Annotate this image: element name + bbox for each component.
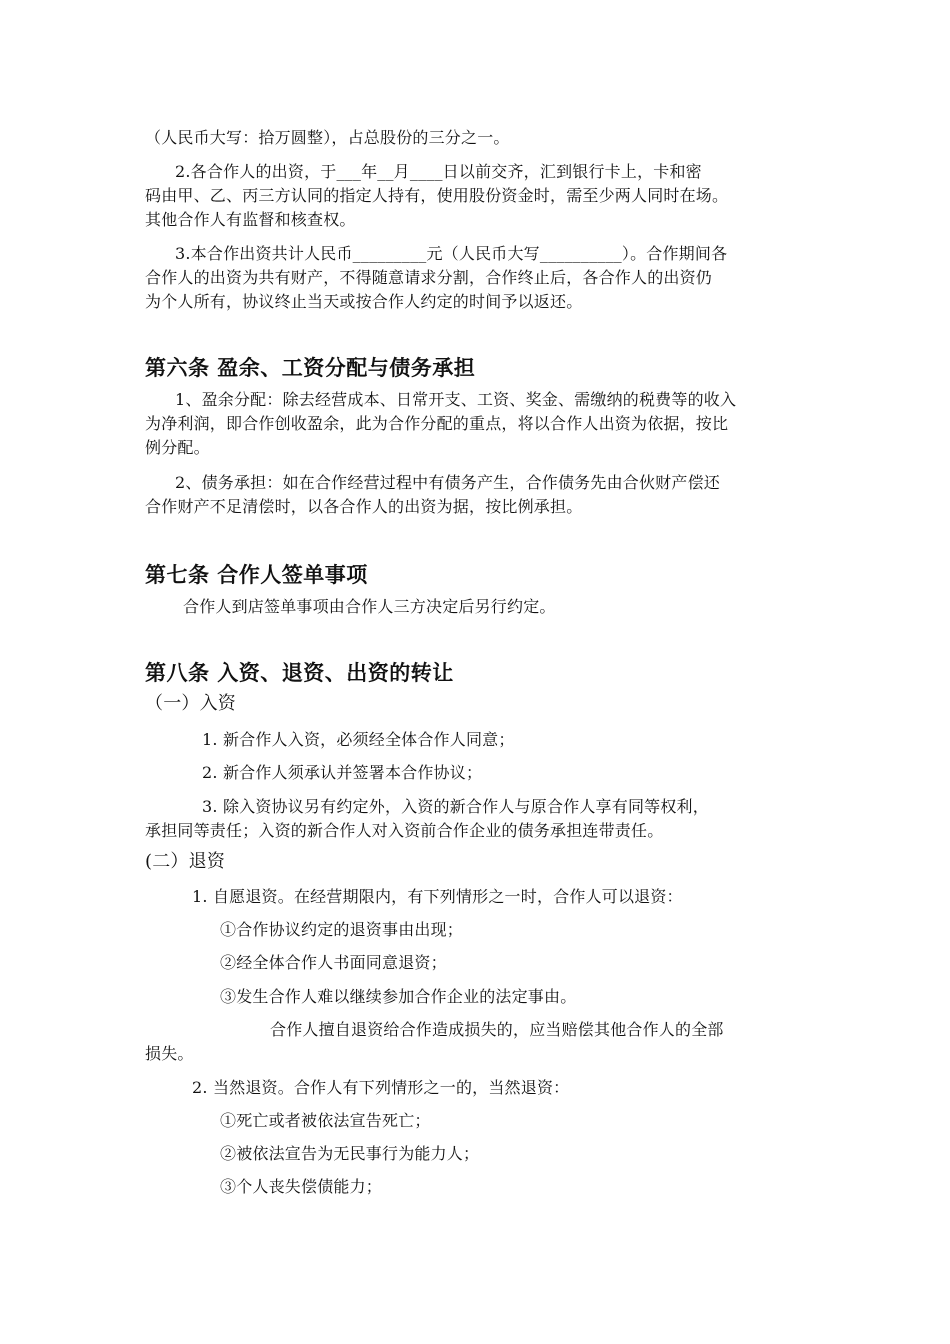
paragraph-line: 1、盈余分配：除去经营成本、日常开支、工资、奖金、需缴纳的税费等的收入 (175, 390, 737, 409)
section-heading: 第七条 合作人签单事项 (145, 563, 368, 587)
list-item: ②被依法宣告为无民事行为能力人； (220, 1144, 480, 1163)
paragraph-line: （人民币大写：拾万圆整），占总股份的三分之一。 (145, 128, 510, 147)
paragraph-line: 为净利润，即合作创收盈余，此为合作分配的重点，将以合作人出资为依据，按比 (145, 414, 729, 433)
paragraph-line: 其他合作人有监督和核查权。 (145, 210, 356, 229)
list-item: ③个人丧失偿债能力； (220, 1177, 383, 1196)
list-item: 2. 新合作人须承认并签署本合作协议； (202, 763, 483, 782)
paragraph-line: 损失。 (145, 1044, 194, 1063)
paragraph-line: 码由甲、乙、丙三方认同的指定人持有，使用股份资金时，需至少两人同时在场。 (145, 186, 729, 205)
list-item: 1. 自愿退资。在经营期限内，有下列情形之一时，合作人可以退资： (192, 887, 683, 906)
paragraph-line: 例分配。 (145, 438, 210, 457)
subsection-heading: （一）入资 (145, 693, 236, 714)
paragraph-line: 合作财产不足清偿时，以各合作人的出资为据，按比例承担。 (145, 497, 583, 516)
list-item: 2. 当然退资。合作人有下列情形之一的，当然退资： (192, 1078, 570, 1097)
paragraph-line: 2、债务承担：如在合作经营过程中有债务产生，合作债务先由合伙财产偿还 (175, 473, 720, 492)
list-item: 承担同等责任；入资的新合作人对入资前合作企业的债务承担连带责任。 (145, 821, 664, 840)
list-item: ①死亡或者被依法宣告死亡； (220, 1111, 431, 1130)
section-heading: 第八条 入资、退资、出资的转让 (145, 661, 454, 685)
list-item: ③发生合作人难以继续参加合作企业的法定事由。 (220, 987, 577, 1006)
paragraph-line: 合作人到店签单事项由合作人三方决定后另行约定。 (183, 597, 556, 616)
paragraph-line: 为个人所有，协议终止当天或按合作人约定的时间予以返还。 (145, 292, 583, 311)
list-item: 1. 新合作人入资，必须经全体合作人同意； (202, 730, 515, 749)
paragraph-line: 3.本合作出资共计人民币_________元（人民币大写__________）。合作期间各 (175, 244, 728, 263)
section-heading: 第六条 盈余、工资分配与债务承担 (145, 356, 476, 380)
list-item: ②经全体合作人书面同意退资； (220, 953, 447, 972)
subsection-heading: (二）退资 (145, 851, 226, 872)
list-item: 3. 除入资协议另有约定外，入资的新合作人与原合作人享有同等权利， (202, 797, 709, 816)
paragraph-line: 2.各合作人的出资，于___年__月____日以前交齐，汇到银行卡上，卡和密 (175, 162, 702, 181)
paragraph-line: 合作人的出资为共有财产，不得随意请求分割，合作终止后，各合作人的出资仍 (145, 268, 713, 287)
paragraph-line: 合作人擅自退资给合作造成损失的，应当赔偿其他合作人的全部 (270, 1020, 724, 1039)
list-item: ①合作协议约定的退资事由出现； (220, 920, 464, 939)
